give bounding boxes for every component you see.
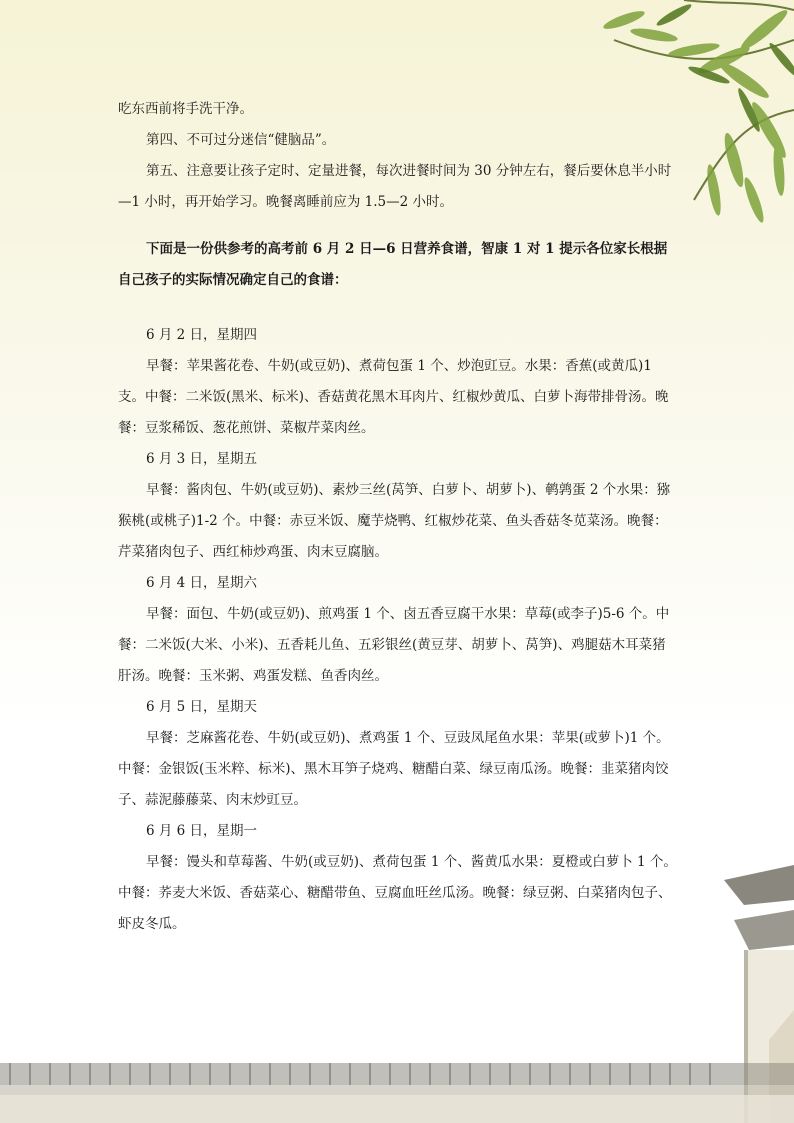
day-menu: 早餐：酱肉包、牛奶(或豆奶)、素炒三丝(莴笋、白萝卜、胡萝卜)、鹌鹑蛋 2 个水果：猕猴桃(或桃子)1-2 个。中餐：赤豆米饭、魔芋烧鸭、红椒炒花菜、鱼头香菇冬苋菜汤。晚餐：芹菜猪肉包子、西红柿炒鸡蛋、肉末豆腐脑。 [118,482,671,560]
intro-paragraph-3: 第五、注意要让孩子定时、定量进餐，每次进餐时间为 30 分钟左右，餐后要休息半小时—1 小时，再开始学习。晚餐离睡前应为 1.5—2 小时。 [118,163,672,210]
intro-paragraph-2: 第四、不可过分迷信“健脑品”。 [146,132,336,148]
intro-paragraph-1: 吃东西前将手洗干净。 [118,101,253,117]
lead-paragraph: 下面是一份供参考的高考前 6 月 2 日—6 日营养食谱，智康 1 对 1 提示各位家长根据自己孩子的实际情况确定自己的食谱： [118,241,668,288]
day-heading: 6 月 5 日，星期天 [146,699,258,715]
document-body [118,94,678,940]
day-heading: 6 月 4 日，星期六 [146,575,258,591]
day-heading: 6 月 2 日，星期四 [146,327,258,343]
day-heading: 6 月 6 日，星期一 [146,823,258,839]
day-heading: 6 月 3 日，星期五 [146,451,258,467]
day-menu: 早餐：苹果酱花卷、牛奶(或豆奶)、煮荷包蛋 1 个、炒泡豇豆。水果：香蕉(或黄瓜)1 支。中餐：二米饭(黑米、标米)、香菇黄花黑木耳肉片、红椒炒黄瓜、白萝卜海带排骨汤。晚餐：豆浆稀饭、葱花煎饼、菜椒芹菜肉丝。 [118,358,669,436]
day-menu: 早餐：面包、牛奶(或豆奶)、煎鸡蛋 1 个、卤五香豆腐干水果：草莓(或李子)5-6 个。中餐：二米饭(大米、小米)、五香耗儿鱼、五彩银丝(黄豆芽、胡萝卜、莴笋)、鸡腿菇木耳菜猪肝汤。晚餐：玉米粥、鸡蛋发糕、鱼香肉丝。 [118,606,670,684]
tiled-wall-decoration [0,1033,794,1123]
day-menu: 早餐：馒头和草莓酱、牛奶(或豆奶)、煮荷包蛋 1 个、酱黄瓜水果：夏橙或白萝卜 1 个。中餐：荞麦大米饭、香菇菜心、糖醋带鱼、豆腐血旺丝瓜汤。晚餐：绿豆粥、白菜猪肉包子、虾皮冬瓜。 [118,854,677,932]
day-menu: 早餐：芝麻酱花卷、牛奶(或豆奶)、煮鸡蛋 1 个、豆豉凤尾鱼水果：苹果(或萝卜)1 个。中餐：金银饭(玉米粹、标米)、黑木耳笋子烧鸡、糖醋白菜、绿豆南瓜汤。晚餐：韭菜猪肉饺子、蒜泥藤藤菜、肉末炒豇豆。 [118,730,670,808]
